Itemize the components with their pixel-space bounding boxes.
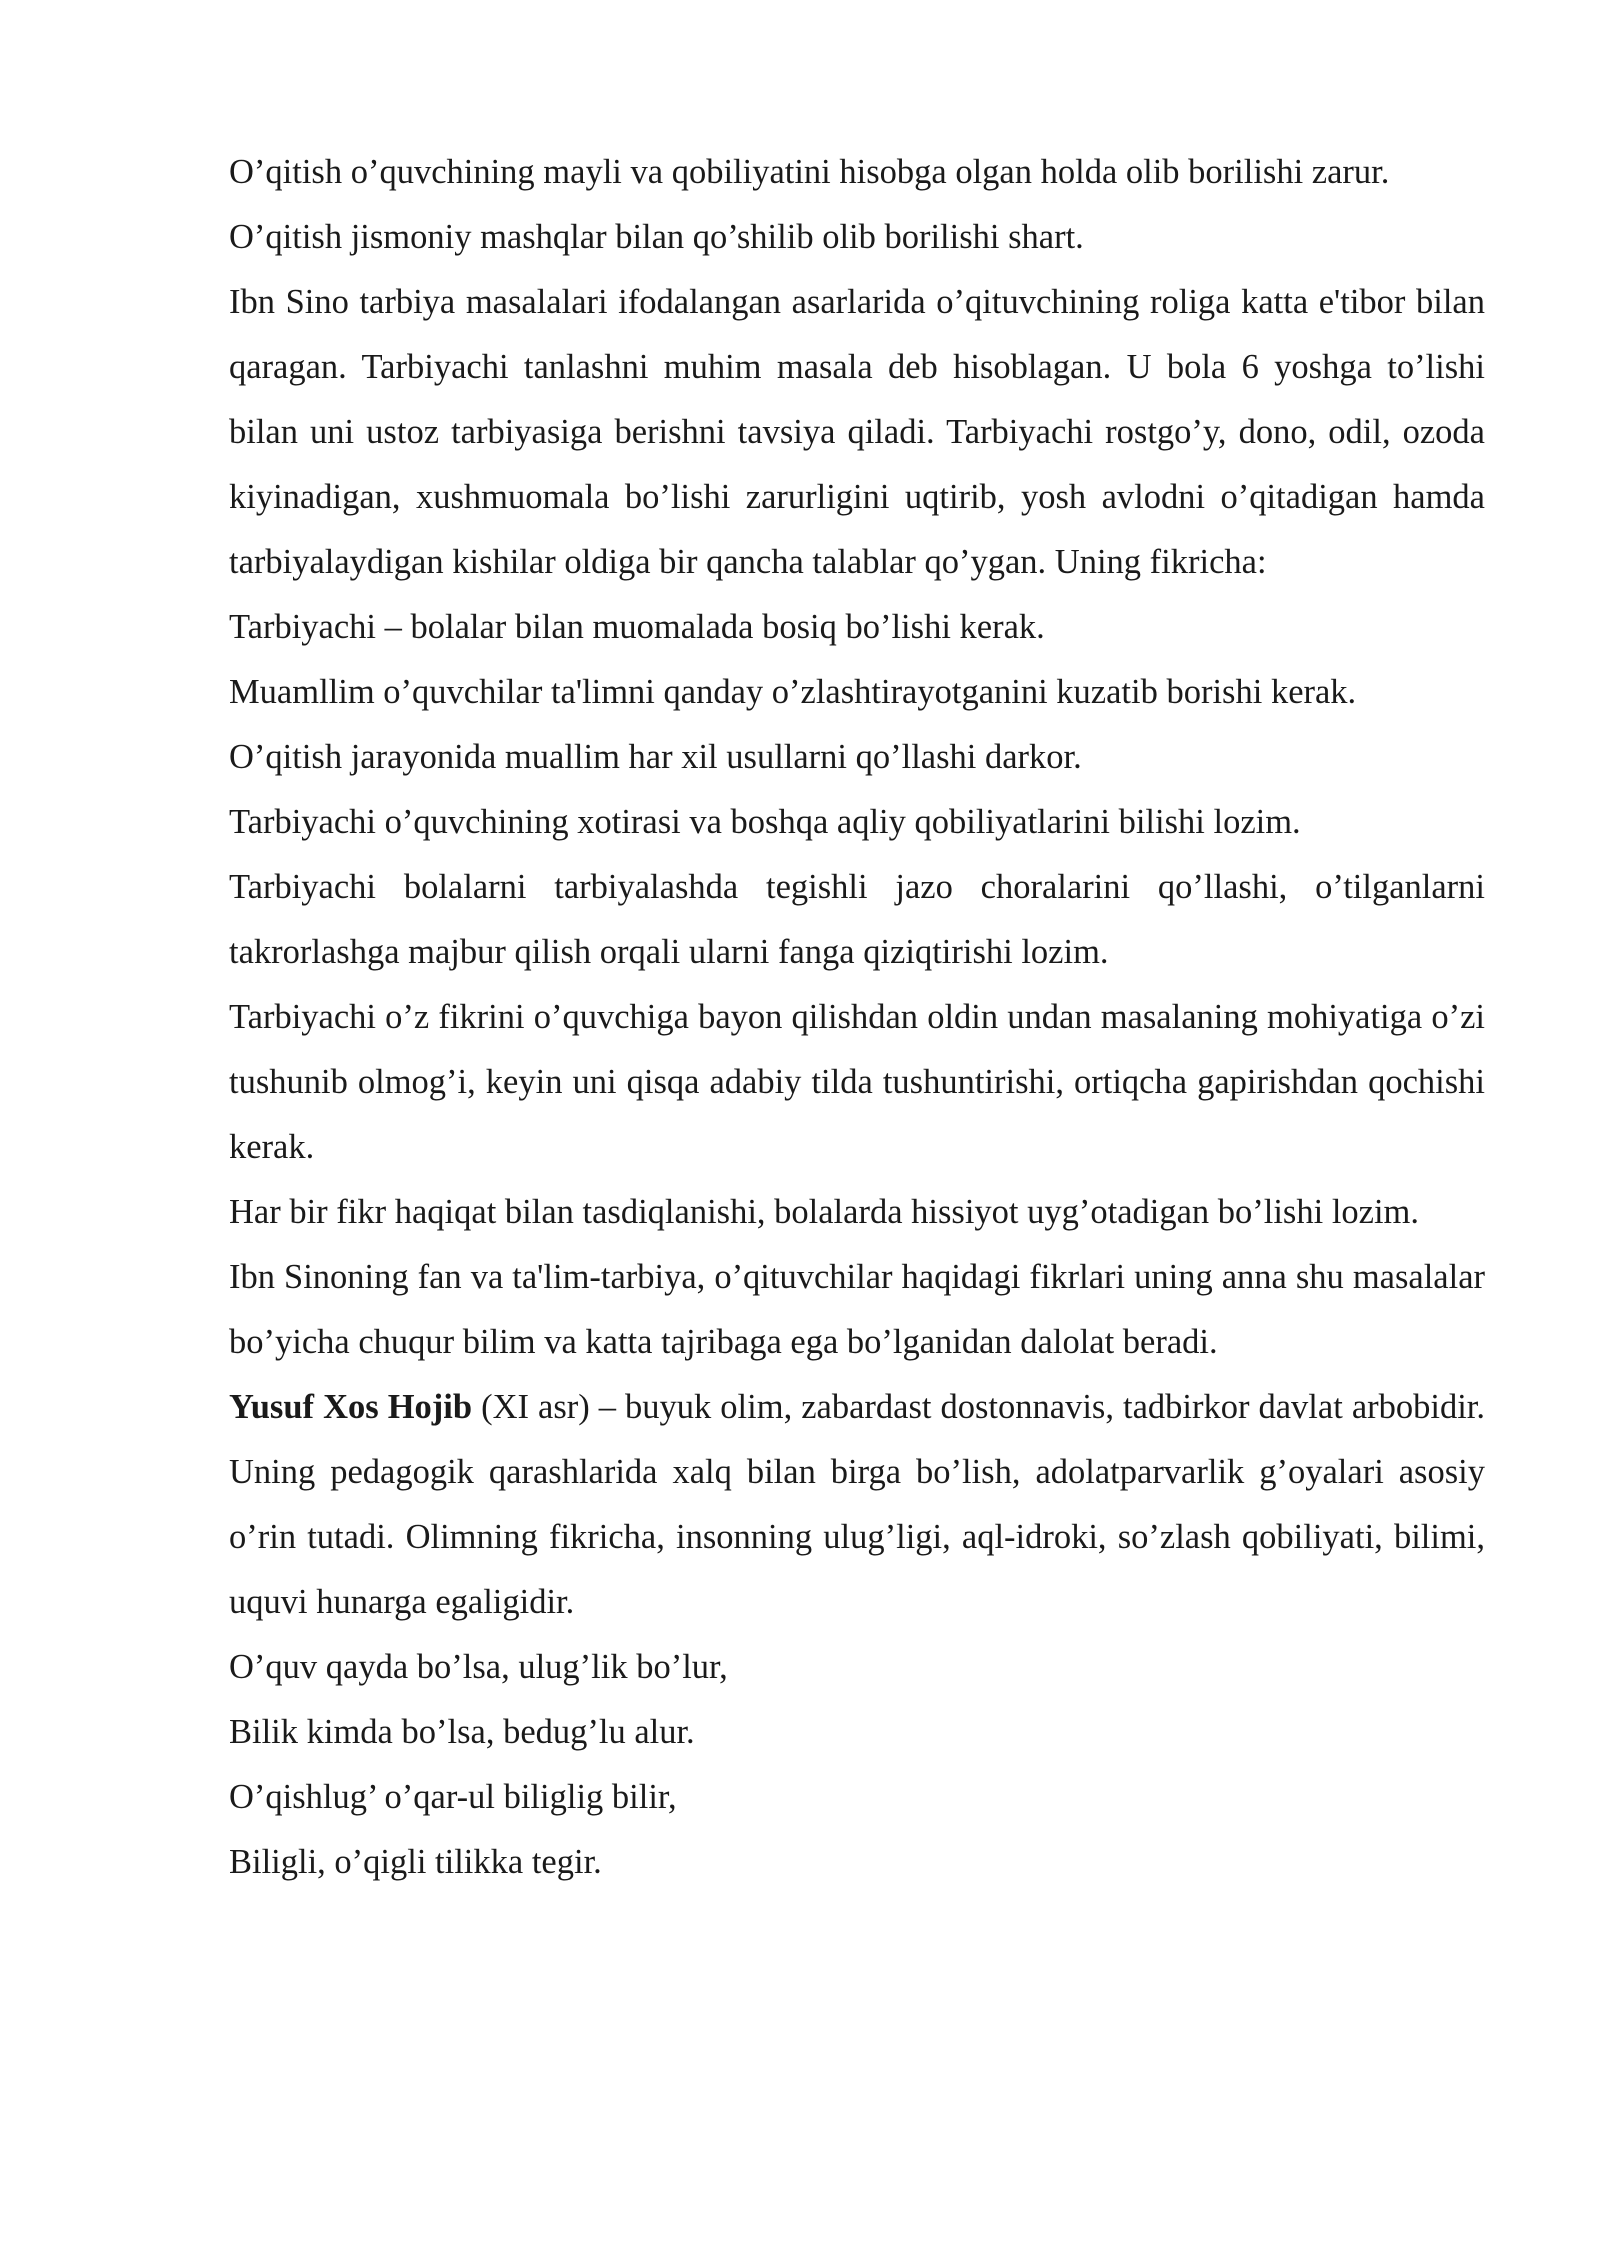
paragraph-6: O’qitish jarayonida muallim har xil usullarni qo’llashi darkor.	[229, 738, 1082, 776]
paragraph-2: O’qitish jismoniy mashqlar bilan qo’shilib olib borilishi shart.	[229, 218, 1084, 256]
paragraph-8: Tarbiyachi bolalarni tarbiyalashda tegishli jazo choralarini qo’llashi, o’tilganlarni takrorlashga majbur qilish orqali ularni fanga qiziqtirishi lozim.	[229, 868, 1485, 971]
paragraph-7: Tarbiyachi o’quvchining xotirasi va boshqa aqliy qobiliyatlarini bilishi lozim.	[229, 803, 1301, 841]
document-page	[229, 140, 1485, 1895]
yusuf-name: Yusuf Xos Hojib	[229, 1388, 473, 1426]
paragraph-9: Tarbiyachi o’z fikrini o’quvchiga bayon qilishdan oldin undan masalaning mohiyatiga o’zi tushunib olmog’i, keyin uni qisqa adabiy tilda tushuntirishi, ortiqcha gapirishdan qochishi kerak.	[229, 998, 1485, 1166]
poem-line-4: Biligli, o’qigli tilikka tegir.	[229, 1843, 602, 1881]
paragraph-yusuf	[229, 1375, 1485, 1635]
poem-line-1: O’quv qayda bo’lsa, ulug’lik bo’lur,	[229, 1648, 728, 1686]
paragraph-3: Ibn Sino tarbiya masalalari ifodalangan asarlarida o’qituvchining roliga katta e'tibor bilan qaragan. Tarbiyachi tanlashni muhim masala deb hisoblagan. U bola 6 yoshga to’lishi bilan uni ustoz tarbiyasiga berishni tavsiya qiladi. Tarbiyachi rostgo’y, dono, odil, ozoda kiyinadigan, xushmuomala bo’lishi zarurligini uqtirib, yosh avlodni o’qitadigan hamda tarbiyalaydigan kishilar oldiga bir qancha talablar qo’ygan. Uning fikricha:	[229, 283, 1485, 581]
paragraph-4: Tarbiyachi – bolalar bilan muomalada bosiq bo’lishi kerak.	[229, 608, 1045, 646]
paragraph-1: O’qitish o’quvchining mayli va qobiliyatini hisobga olgan holda olib borilishi zarur.	[229, 153, 1390, 191]
poem-line-3: O’qishlug’ o’qar-ul biliglig bilir,	[229, 1778, 677, 1816]
paragraph-10: Har bir fikr haqiqat bilan tasdiqlanishi, bolalarda hissiyot uyg’otadigan bo’lishi lozim.	[229, 1193, 1420, 1231]
paragraph-11: Ibn Sinoning fan va ta'lim-tarbiya, o’qituvchilar haqidagi fikrlari uning anna shu masalalar bo’yicha chuqur bilim va katta tajribaga ega bo’lganidan dalolat beradi.	[229, 1258, 1485, 1361]
yusuf-text: (XI asr) – buyuk olim, zabardast dostonnavis, tadbirkor davlat arbobidir. Uning pedagogik qarashlarida xalq bilan birga bo’lish, adolatparvarlik g’oyalari asosiy o’rin tutadi. Olimning fikricha, insonning ulug’ligi, aql-idroki, so’zlash qobiliyati, bilimi, uquvi hunarga egaligidir.	[229, 1388, 1485, 1621]
poem-line-2: Bilik kimda bo’lsa, bedug’lu alur.	[229, 1713, 695, 1751]
paragraph-5: Muamllim o’quvchilar ta'limni qanday o’zlashtirayotganini kuzatib borishi kerak.	[229, 673, 1357, 711]
